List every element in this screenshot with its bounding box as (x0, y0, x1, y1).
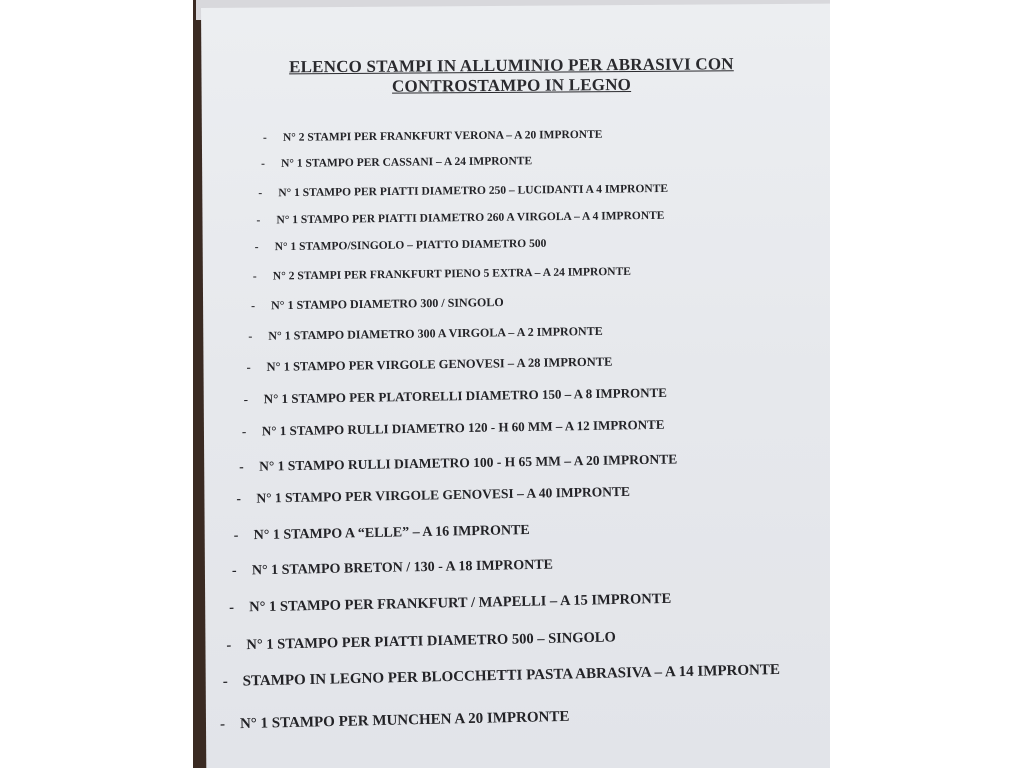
list-item (223, 662, 781, 691)
list-item (234, 523, 530, 545)
document-photo (193, 0, 830, 768)
list-item-text: N° 1 STAMPO A “ELLE” – A 16 IMPRONTE (253, 522, 530, 544)
title-line-1: ELENCO STAMPI IN ALLUMINIO PER ABRASIVI CON (289, 54, 734, 77)
bullet-dash: - (262, 131, 267, 145)
list-item-text: N° 1 STAMPO PER FRANKFURT / MAPELLI – A 15 IMPRONTE (249, 590, 672, 616)
list-item (255, 238, 547, 254)
list-item (261, 155, 532, 170)
list-item-text: STAMPO IN LEGNO PER BLOCCHETTI PASTA ABRASIVA – A 14 IMPRONTE (242, 661, 781, 690)
list-item-text: N° 1 STAMPO PER PLATORELLI DIAMETRO 150 – A 8 IMPRONTE (263, 384, 667, 407)
bullet-dash: - (241, 423, 247, 439)
list-item (248, 324, 603, 344)
bullet-dash: - (229, 599, 235, 616)
list-item (232, 558, 553, 580)
bullet-dash: - (222, 673, 228, 690)
list-item (246, 355, 612, 376)
list-item (244, 385, 667, 408)
list-item-text: N° 1 STAMPO DIAMETRO 300 / SINGOLO (270, 295, 504, 313)
bullet-dash: - (233, 528, 239, 544)
list-item-text: N° 1 STAMPO PER PIATTI DIAMETRO 250 – LUCIDANTI A 4 IMPRONTE (278, 182, 669, 200)
list-item-text: N° 1 STAMPO PER PIATTI DIAMETRO 500 – SINGOLO (246, 629, 616, 654)
list-item-text: N° 1 STAMPO RULLI DIAMETRO 100 - H 65 MM – A 20 IMPRONTE (259, 451, 678, 474)
list-item (258, 183, 668, 200)
bullet-dash: - (226, 637, 232, 654)
list-item-text: N° 1 STAMPO PER MUNCHEN A 20 IMPRONTE (239, 708, 570, 733)
list-item-text: N° 1 STAMPO PER VIRGOLE GENOVESI – A 28 IMPRONTE (266, 354, 613, 374)
bullet-dash: - (252, 270, 257, 283)
list-item-text: N° 1 STAMPO RULLI DIAMETRO 120 - H 60 MM – A 12 IMPRONTE (261, 416, 665, 439)
list-item (239, 451, 677, 475)
bullet-dash: - (261, 157, 265, 171)
list-item-text: N° 1 STAMPO PER PIATTI DIAMETRO 260 A VIRGOLA – A 4 IMPRONTE (276, 209, 665, 227)
bullet-dash: - (236, 490, 242, 506)
list-item (236, 484, 630, 507)
bullet-dash: - (219, 716, 226, 733)
paper-sheet (201, 4, 830, 768)
list-item-text: N° 1 STAMPO DIAMETRO 300 A VIRGOLA – A 2 IMPRONTE (268, 323, 603, 343)
list-item-text: N° 2 STAMPI PER FRANKFURT PIENO 5 EXTRA – A 24 IMPRONTE (272, 265, 631, 283)
list-item (242, 417, 665, 440)
list-item (253, 266, 631, 283)
list-item (229, 591, 671, 617)
bullet-dash: - (231, 563, 237, 579)
list-item-text: N° 1 STAMPO PER CASSANI – A 24 IMPRONTE (281, 155, 533, 170)
list-item-text: N° 1 STAMPO PER VIRGOLE GENOVESI – A 40 IMPRONTE (256, 483, 631, 506)
bullet-dash: - (248, 328, 253, 344)
bullet-dash: - (239, 458, 244, 474)
list-item-text: N° 1 STAMPO BRETON / 130 - A 18 IMPRONTE (251, 557, 554, 579)
list-item (220, 709, 570, 734)
bullet-dash: - (258, 187, 263, 200)
list-item (256, 210, 664, 227)
list-item (226, 629, 616, 654)
bullet-dash: - (254, 241, 259, 254)
bullet-dash: - (256, 214, 261, 227)
title-line-2: CONTROSTAMPO IN LEGNO (391, 74, 632, 96)
bullet-dash: - (250, 298, 256, 313)
bullet-dash: - (243, 391, 249, 407)
list-item (263, 129, 603, 144)
bullet-dash: - (246, 360, 251, 375)
list-item (251, 295, 504, 313)
list-item-text: N° 1 STAMPO/SINGOLO – PIATTO DIAMETRO 500 (274, 237, 547, 254)
list-item-text: N° 2 STAMPI PER FRANKFURT VERONA – A 20 IMPRONTE (282, 128, 603, 144)
